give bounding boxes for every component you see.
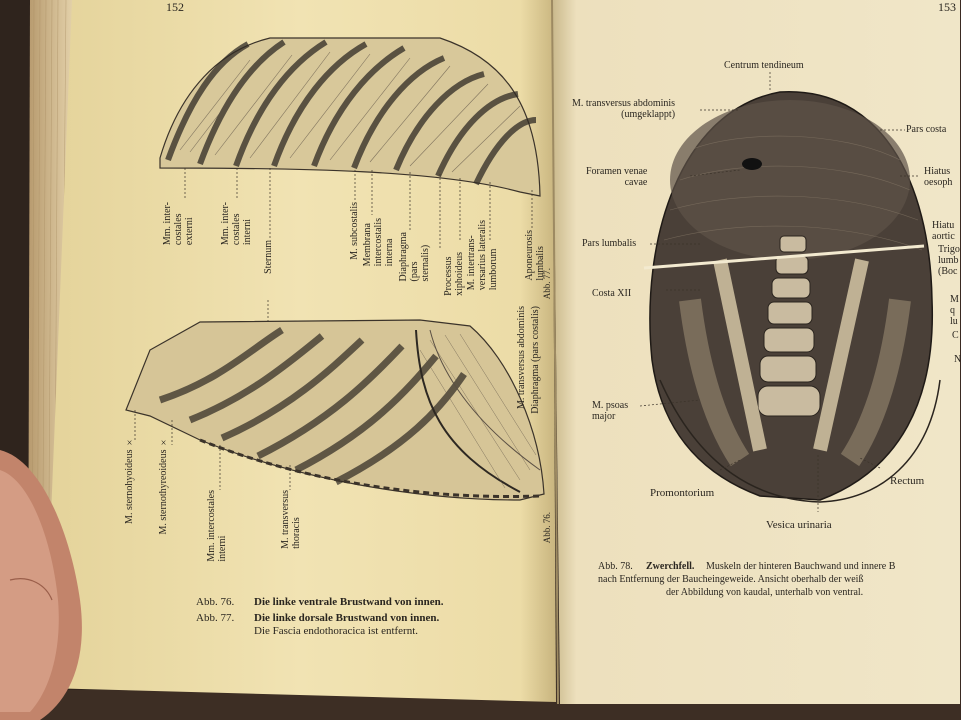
label-m-transversus-umgeklappt: M. transversus abdominis (umgeklappt) (572, 98, 676, 120)
label-m-intertransversarius: M. intertrans- versarius lateralis lumborum (466, 220, 499, 291)
label-m-psoas-major: M. psoas major (592, 400, 629, 422)
label-costa-xii: Costa XII (592, 288, 632, 299)
caption-abb78-line3: der Abbildung von kaudal, unterhalb von ventral. (666, 587, 864, 598)
label-membrana-intercostalis: Membrana intercostalis interna (362, 218, 395, 267)
label-processus-xiphoideus: Processus xiphoideus (443, 252, 465, 296)
label-abb76-side: Abb. 76. (542, 512, 552, 544)
caption-abb78-title: Zwerchfell. (646, 561, 695, 572)
page-number-right: 153 (938, 0, 956, 14)
label-n-mark: N (954, 354, 961, 365)
label-hiatus-oesophageus: Hiatus oesoph (924, 166, 953, 188)
caption-abb77-sub: Die Fascia endothoracica ist entfernt. (254, 625, 419, 637)
page-number-left: 152 (166, 0, 184, 14)
label-mm-intercostales-interni: Mm. inter- costales interni (220, 202, 253, 246)
caption-abb77-label: Abb. 77. (196, 612, 235, 624)
label-centrum-tendineum: Centrum tendineum (724, 60, 804, 71)
label-diaphragma-costalis: Diaphragma (pars costalis) (530, 306, 541, 414)
caption-abb76-label: Abb. 76. (196, 596, 235, 608)
label-trigonum-lumbocostale: Trigo lumb (Boc (938, 244, 960, 277)
label-m-sternohyoideus: M. sternohyoideus × (124, 436, 135, 524)
caption-abb76-text: Die linke ventrale Brustwand von innen. (254, 596, 444, 608)
label-m-transversus-abdominis: M. transversus abdominis (516, 306, 527, 410)
label-hiatus-aorticus: Hiatu aortic (932, 220, 955, 242)
label-promontorium: Promontorium (650, 487, 715, 499)
label-m-sternothyreoideus: M. sternothyreoideus × (158, 436, 169, 535)
label-m-transversus-thoracis: M. transversus thoracis (280, 490, 302, 549)
label-pars-costalis: Pars costa (906, 124, 947, 135)
label-aponeurosis-lumbalis: Aponeurosis lumbalis (524, 230, 546, 281)
label-foramen-venae-cavae: Foramen venae cavae (586, 166, 648, 188)
label-m-subcostalis: M. subcostalis (349, 202, 360, 260)
label-abb77-side: Abb. 77. (542, 268, 552, 300)
label-vesica-urinaria: Vesica urinaria (766, 519, 832, 531)
label-m-quadratus: M q lu (950, 294, 959, 327)
label-mm-intercostales-interni-2: Mm. intercostales interni (206, 490, 228, 562)
label-rectum: Rectum (890, 475, 925, 487)
caption-abb78-line1: Muskeln der hinteren Bauchwand und innere B (706, 561, 896, 572)
label-diaphragma-sternalis: Diaphragma (pars sternalis) (398, 232, 431, 282)
caption-abb78-line2: nach Entfernung der Baucheingeweide. Ansicht oberhalb der weiß (598, 574, 864, 585)
label-c-mark: C (952, 330, 959, 341)
label-sternum: Sternum (263, 240, 274, 274)
label-pars-lumbalis: Pars lumbalis (582, 238, 637, 249)
label-mm-intercostales-externi: Mm. inter- costales externi (162, 202, 195, 246)
caption-abb78-label: Abb. 78. (598, 561, 633, 572)
caption-abb77-text: Die linke dorsale Brustwand von innen. (254, 612, 440, 624)
